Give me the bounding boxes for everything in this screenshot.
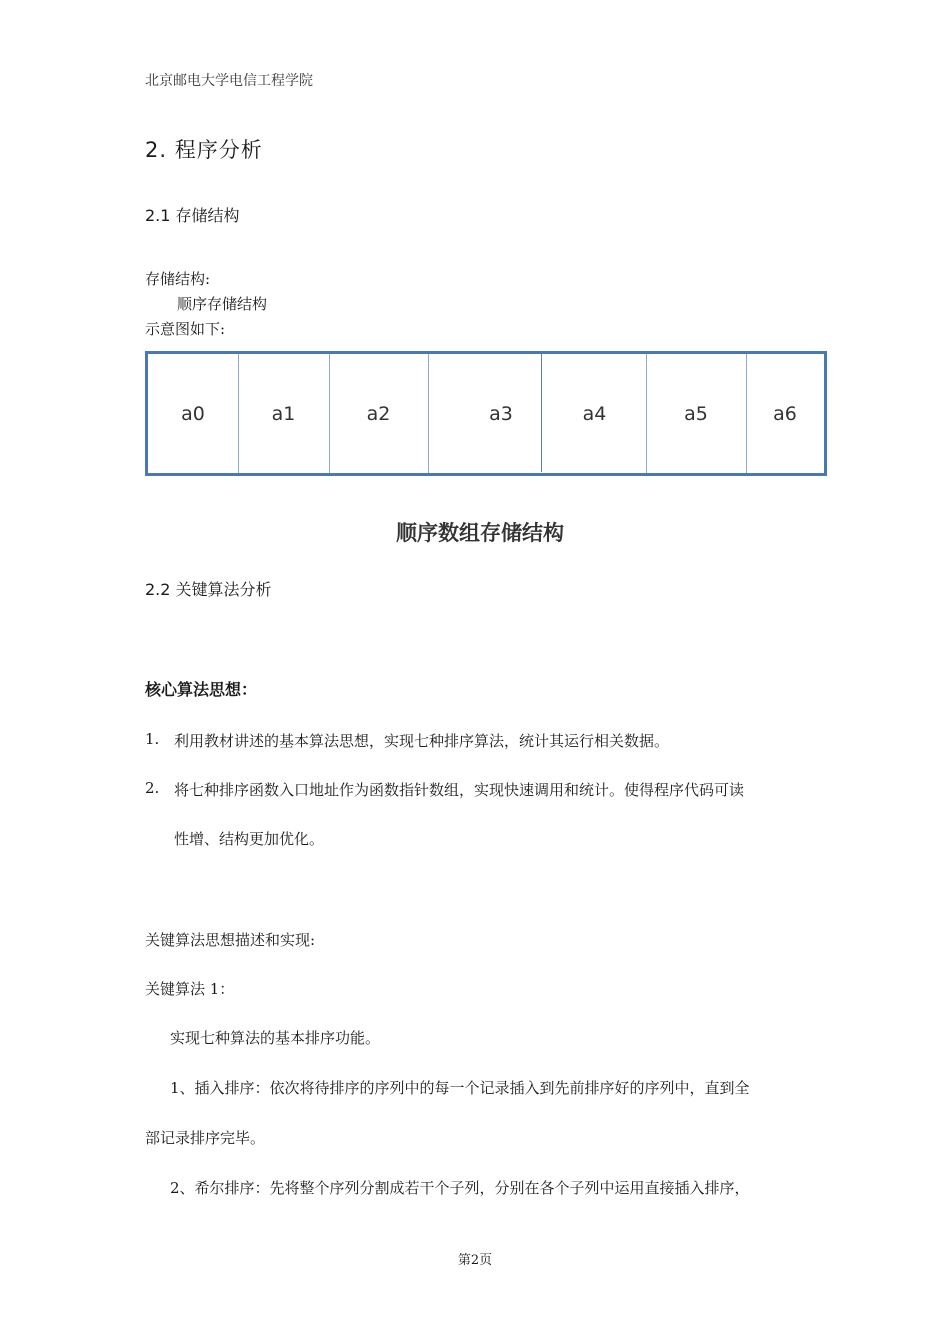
array-cell: a0 <box>181 402 205 425</box>
storage-label: 存储结构: <box>145 270 211 288</box>
array-cell: a4 <box>582 402 607 425</box>
array-cell: a5 <box>684 402 708 425</box>
paragraph-insertion-sort-cont: 部记录排序完毕。 <box>145 1129 266 1147</box>
list-item-number: 1. <box>145 730 160 748</box>
list-item-number: 2. <box>145 779 160 797</box>
subsection-title-storage: 2.1 存储结构 <box>145 206 240 225</box>
core-heading: 核心算法思想： <box>145 680 258 699</box>
array-cell: a6 <box>773 402 797 425</box>
array-cell: a1 <box>271 402 296 425</box>
storage-value: 顺序存储结构 <box>177 295 268 313</box>
list-item-text: 将七种排序函数入口地址作为函数指针数组，实现快速调用和统计。使得程序代码可读 <box>174 781 745 799</box>
diagram-caption: 顺序数组存储结构 <box>396 521 564 545</box>
page-header: 北京邮电大学电信工程学院 <box>145 73 313 89</box>
algo1-label: 关键算法 1： <box>145 980 235 998</box>
key-heading: 关键算法思想描述和实现: <box>145 931 316 949</box>
algo1-description: 实现七种算法的基本排序功能。 <box>170 1029 381 1047</box>
paragraph-insertion-sort: 1、插入排序：依次将待排序的序列中的每一个记录插入到先前排序好的序列中，直到全 <box>170 1079 750 1097</box>
list-item-continuation: 性增、结构更加优化。 <box>174 830 325 848</box>
section-title: 2. 程序分析 <box>145 138 263 162</box>
page-number: 第2页 <box>457 1253 493 1268</box>
diagram-intro: 示意图如下: <box>145 320 226 338</box>
array-cell: a2 <box>366 402 391 425</box>
paragraph-shell-sort: 2、希尔排序：先将整个序列分割成若干个子列，分别在各个子列中运用直接插入排序， <box>170 1179 750 1197</box>
array-cell: a3 <box>489 402 513 425</box>
subsection-title-algorithms: 2.2 关键算法分析 <box>145 580 272 599</box>
storage-diagram <box>145 351 827 476</box>
list-item-text: 利用教材讲述的基本算法思想，实现七种排序算法，统计其运行相关数据。 <box>174 732 670 750</box>
